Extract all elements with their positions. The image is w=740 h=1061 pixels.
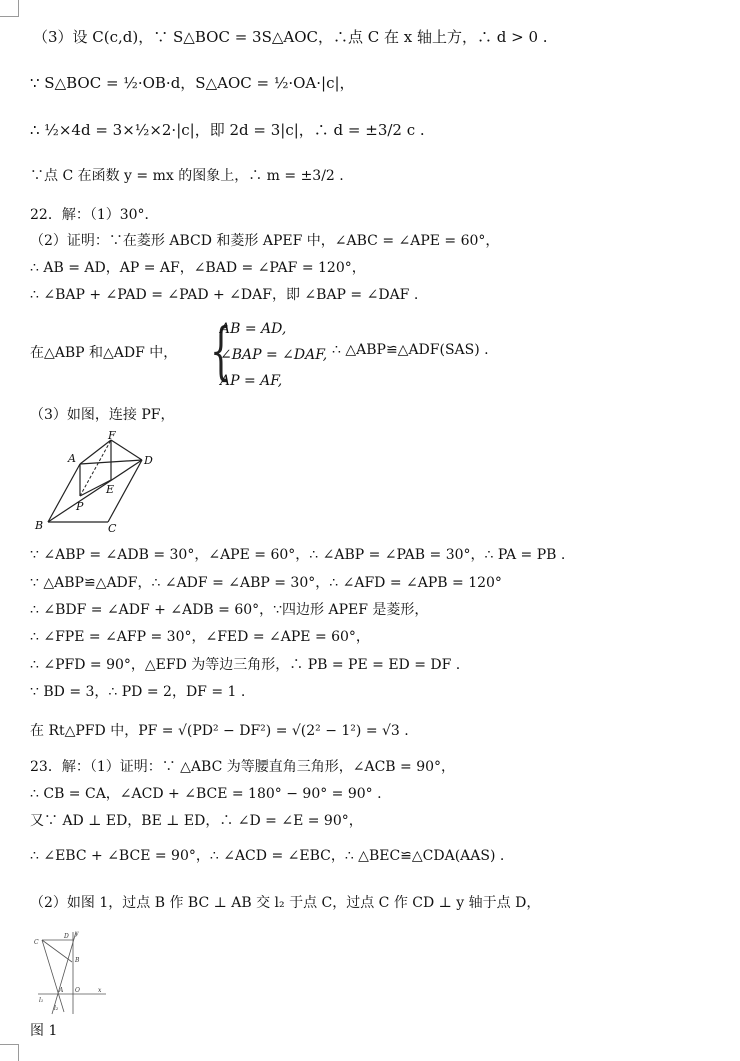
solution-line-7: ∴ AB = AD，AP = AF，∠BAD = ∠PAF = 120°， [30,260,366,276]
page-corner-mark-top [0,0,19,17]
solution-line-11: ∵ ∠ABP = ∠ADB = 30°，∠APE = 60°，∴ ∠ABP = ∠PAB = 30°，∴ PA = PB . [30,547,566,563]
solution-line-6: （2）证明：∵在菱形 ABCD 和菱形 APEF 中，∠ABC = ∠APE = 60°， [30,233,500,249]
fig1-label-a: A [59,987,64,994]
problem-22-heading: 22．解：（1）30°． [30,207,159,223]
solution-line-12: ∵ △ABP≌△ADF，∴ ∠ADF = ∠ABP = 30°，∴ ∠AFD = ∠APB = 120° [30,575,502,591]
figure-1-graph [30,928,110,1018]
solution-line-14: ∴ ∠FPE = ∠AFP = 30°，∠FED = ∠APE = 60°， [30,629,370,645]
label-a: A [68,452,76,465]
solution-line-21: ∴ ∠EBC + ∠BCE = 90°，∴ ∠ACD = ∠EBC，∴ △BEC≌△CDA(AAS) . [30,848,505,864]
solution-line-4: ∵点 C 在函数 y = mx 的图象上，∴ m = ±3/2 . [30,168,344,184]
fig1-label-b: B [75,957,80,964]
fig1-label-x: x [98,987,102,994]
solution-line-19: ∴ CB = CA，∠ACD + ∠BCE = 180° − 90° = 90° . [30,786,382,802]
label-f: F [108,430,116,442]
fig1-label-l2: l₂ [54,1005,59,1012]
solution-line-3: ∴ ½×4d = 3×½×2·|c|，即 2d = 3|c|，∴ d = ±3/2 c . [30,121,425,139]
solution-line-22: （2）如图 1，过点 B 作 BC ⊥ AB 交 l₂ 于点 C，过点 C 作 CD ⊥ y 轴于点 D， [30,895,541,911]
solution-line-20: 又∵ AD ⊥ ED，BE ⊥ ED，∴ ∠D = ∠E = 90°， [30,813,363,829]
label-d: D [144,454,153,467]
fig1-label-o: O [75,987,80,994]
solution-line-8: ∴ ∠BAP + ∠PAD = ∠PAD + ∠DAF，即 ∠BAP = ∠DAF . [30,287,419,303]
rhombus-figure [30,430,160,535]
solution-line-1: （3）设 C(c,d)，∵ S△BOC = 3S△AOC，∴点 C 在 x 轴上方，∴ d > 0 . [33,28,548,46]
system-row-1: AB = AD, [220,321,287,337]
system-conclusion: ∴ △ABP≌△ADF(SAS) . [332,342,489,358]
solution-line-10: （3）如图，连接 PF， [30,407,175,423]
solution-line-13: ∴ ∠BDF = ∠ADF + ∠ADB = 60°，∵四边形 APEF 是菱形， [30,602,429,618]
system-row-3: AP = AF, [220,373,283,389]
left-brace: { [210,314,232,387]
figure-1-caption: 图 1 [30,1023,58,1039]
system-conditions [220,316,327,394]
solution-line-2: ∵ S△BOC = ½·OB·d，S△AOC = ½·OA·|c|， [30,74,355,92]
fig1-label-l1: l₁ [39,997,44,1004]
page-corner-mark-bottom [0,1044,19,1061]
label-c: C [108,522,117,535]
system-label: 在△ABP 和△ADF 中， [30,345,178,361]
fig1-label-c: C [34,939,39,946]
solution-line-17: 在 Rt△PFD 中，PF = √(PD² − DF²) = √(2² − 1²) = √3 . [30,723,409,739]
label-p: P [76,500,84,513]
solution-line-16: ∵ BD = 3，∴ PD = 2，DF = 1 . [30,684,246,700]
system-row-2: ∠BAP = ∠DAF, [220,347,328,363]
solution-line-15: ∴ ∠PFD = 90°，△EFD 为等边三角形，∴ PB = PE = ED = DF . [30,657,461,673]
problem-23-heading: 23．解：（1）证明：∵ △ABC 为等腰直角三角形，∠ACB = 90°， [30,759,456,775]
fig1-label-d: D [64,933,69,940]
label-e: E [106,483,115,496]
fig1-label-y: y [75,930,79,937]
label-b: B [35,519,44,532]
